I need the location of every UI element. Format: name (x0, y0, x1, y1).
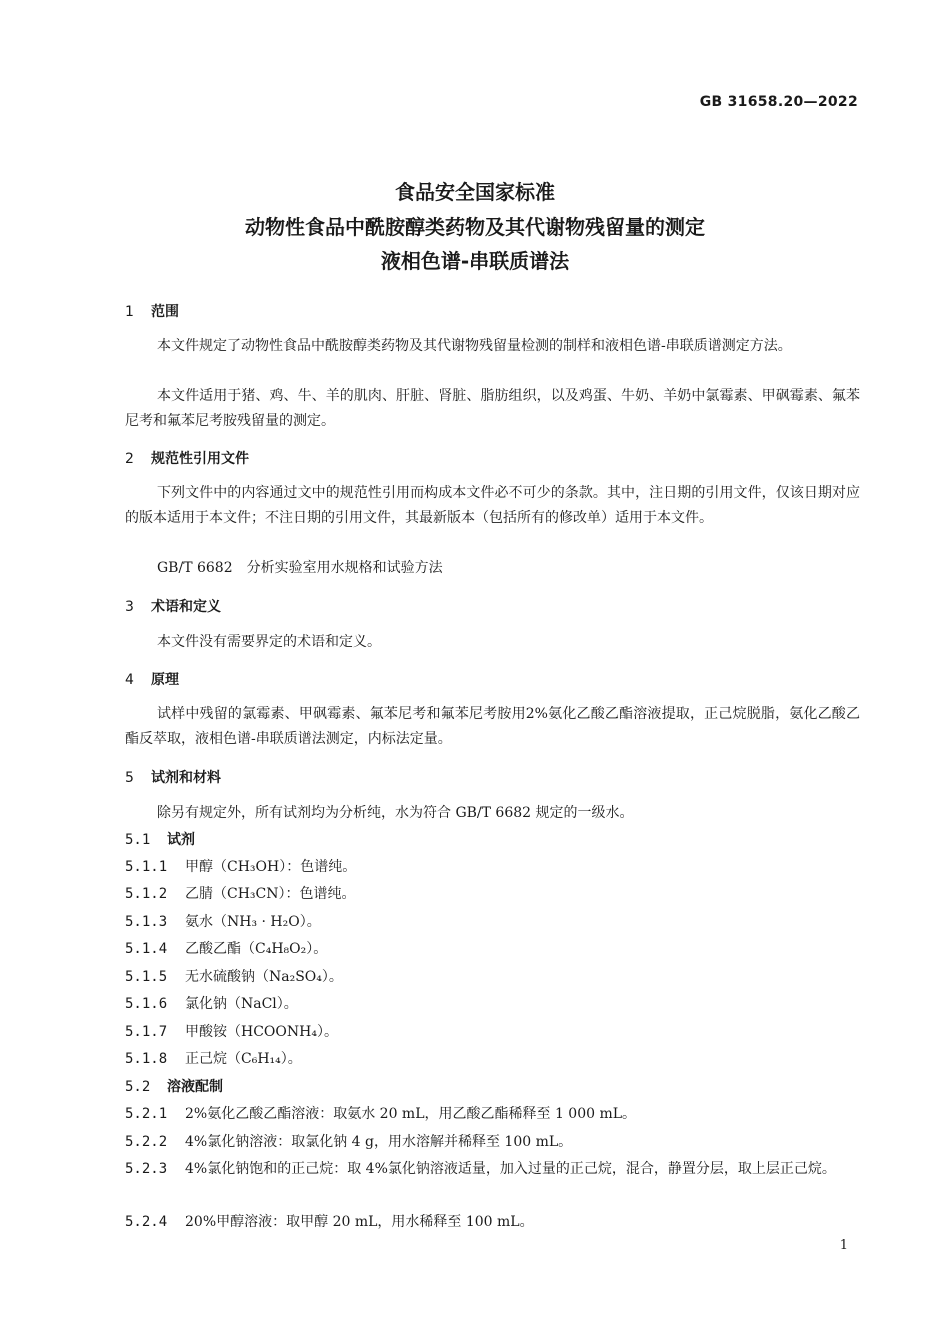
section-5-paragraph-1: 除另有规定外，所有试剂均为分析纯，水为符合 GB/T 6682 规定的一级水。 (157, 805, 634, 821)
reagent-item (125, 967, 860, 987)
solution-item (125, 1157, 860, 1182)
section-number: 5 (125, 770, 134, 786)
section-number: 1 (125, 304, 134, 320)
section-3-heading (125, 597, 860, 617)
item-number: 5.1.3 (125, 914, 168, 930)
reagent-item (125, 994, 860, 1014)
section-number: 2 (125, 451, 134, 467)
section-number: 4 (125, 672, 134, 688)
item-text: 2%氨化乙酸乙酯溶液：取氨水 20 mL，用乙酸乙酯稀释至 1 000 mL。 (185, 1106, 637, 1122)
reagent-item (125, 1022, 860, 1042)
item-number: 5.2.1 (125, 1106, 168, 1122)
item-text: 20%甲醇溶液：取甲醇 20 mL，用水稀释至 100 mL。 (185, 1214, 534, 1230)
solution-item (125, 1212, 860, 1232)
item-text: 乙酸乙酯（C₄H₈O₂）。 (185, 941, 328, 957)
solution-item (125, 1132, 860, 1152)
title-line-2: 动物性食品中酰胺醇类药物及其代谢物残留量的测定 (245, 215, 705, 239)
item-text: 正己烷（C₆H₁₄）。 (185, 1051, 302, 1067)
item-text: 4%氯化钠饱和的正己烷：取 4%氯化钠溶液适量，加入过量的正己烷，混合，静置分层，取上层正己烷。 (185, 1161, 836, 1177)
standard-code: GB 31658.20—2022 (699, 94, 858, 110)
item-text: 4%氯化钠溶液：取氯化钠 4 g，用水溶解并稀释至 100 mL。 (185, 1134, 573, 1150)
item-number: 5.1.2 (125, 886, 168, 902)
section-1-heading (125, 302, 860, 322)
section-title: 术语和定义 (151, 599, 221, 615)
subsection-title: 试剂 (167, 832, 195, 848)
item-number: 5.1.4 (125, 941, 168, 957)
reagent-item (125, 857, 860, 877)
section-4-paragraph-1: 试样中残留的氯霉素、甲砜霉素、氟苯尼考和氟苯尼考胺用2%氨化乙酸乙酯溶液提取，正己烷脱脂，氨化乙酸乙酯反萃取，液相色谱-串联质谱法测定，内标法定量。 (125, 706, 860, 747)
section-number: 3 (125, 599, 134, 615)
section-5-heading (125, 768, 860, 788)
subsection-number: 5.2 (125, 1079, 151, 1095)
title-line-3: 液相色谱-串联质谱法 (380, 249, 570, 273)
item-number: 5.1.7 (125, 1024, 168, 1040)
section-title: 范围 (151, 304, 179, 320)
reagent-item (125, 912, 860, 932)
section-4-heading (125, 670, 860, 690)
item-number: 5.2.2 (125, 1134, 168, 1150)
section-2-heading (125, 449, 860, 469)
section-2-paragraph-1: 下列文件中的内容通过文中的规范性引用而构成本文件必不可少的条款。其中，注日期的引用文件，仅该日期对应的版本适用于本文件；不注日期的引用文件，其最新版本（包括所有的修改单）适用于本文件。 (125, 485, 860, 526)
reagent-item (125, 884, 860, 904)
item-number: 5.1.6 (125, 996, 168, 1012)
subsection-title: 溶液配制 (167, 1079, 223, 1095)
section-3-paragraph-1: 本文件没有需要界定的术语和定义。 (157, 634, 381, 650)
item-number: 5.2.3 (125, 1161, 168, 1177)
section-1-paragraph-1: 本文件规定了动物性食品中酰胺醇类药物及其代谢物残留量检测的制样和液相色谱-串联质谱测定方法。 (157, 338, 792, 354)
item-number: 5.1.1 (125, 859, 168, 875)
item-text: 甲酸铵（HCOONH₄）。 (185, 1024, 338, 1040)
item-number: 5.2.4 (125, 1214, 168, 1230)
item-text: 无水硫酸钠（Na₂SO₄）。 (185, 969, 343, 985)
item-text: 氨水（NH₃ · H₂O）。 (185, 914, 321, 930)
section-2-reference: GB/T 6682 分析实验室用水规格和试验方法 (157, 560, 443, 576)
section-title: 试剂和材料 (151, 770, 221, 786)
section-1-paragraph-2: 本文件适用于猪、鸡、牛、羊的肌肉、肝脏、肾脏、脂肪组织，以及鸡蛋、牛奶、羊奶中氯霉素、甲砜霉素、氟苯尼考和氟苯尼考胺残留量的测定。 (125, 388, 860, 429)
item-number: 5.1.8 (125, 1051, 168, 1067)
section-title: 规范性引用文件 (151, 451, 249, 467)
item-number: 5.1.5 (125, 969, 168, 985)
subsection-5-2-heading (125, 1077, 860, 1097)
reagent-item (125, 939, 860, 959)
solution-item (125, 1104, 860, 1124)
item-text: 氯化钠（NaCl）。 (185, 996, 298, 1012)
reagent-item (125, 1049, 860, 1069)
page-number: 1 (839, 1238, 848, 1253)
item-text: 甲醇（CH₃OH）：色谱纯。 (185, 859, 357, 875)
section-title: 原理 (151, 672, 179, 688)
subsection-number: 5.1 (125, 832, 151, 848)
subsection-5-1-heading (125, 830, 860, 850)
title-line-1: 食品安全国家标准 (395, 180, 555, 204)
item-text: 乙腈（CH₃CN）：色谱纯。 (185, 886, 356, 902)
